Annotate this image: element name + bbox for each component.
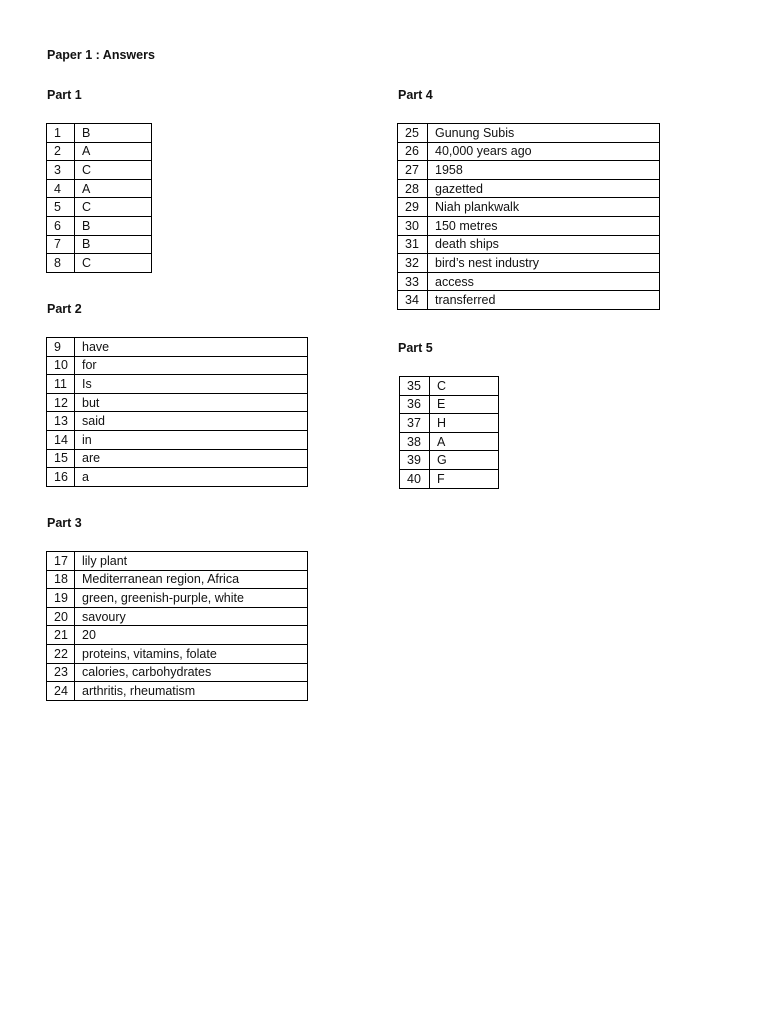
answer-text: F [430,469,499,488]
answer-row [47,430,308,449]
answer-text: are [75,449,308,468]
question-number: 22 [47,644,75,663]
question-number: 21 [47,626,75,645]
answer-text: have [75,338,308,357]
question-number: 38 [400,432,430,451]
answer-text: B [75,216,152,235]
question-number: 5 [47,198,75,217]
answer-text: B [75,124,152,143]
part-5-answer-table [399,376,499,489]
question-number: 24 [47,682,75,701]
answer-text: A [75,142,152,161]
question-number: 39 [400,451,430,470]
question-number: 12 [47,393,75,412]
part-3-heading: Part 3 [47,516,82,530]
answer-row [398,198,660,217]
answer-text: calories, carbohydrates [75,663,308,682]
question-number: 32 [398,254,428,273]
answer-row [400,451,499,470]
answer-text: Mediterranean region, Africa [75,570,308,589]
part-2-answer-table [46,337,308,487]
question-number: 11 [47,375,75,394]
answer-text: lily plant [75,552,308,571]
answer-text: G [430,451,499,470]
answer-text: E [430,395,499,414]
answer-row [47,338,308,357]
part-1-answer-table [46,123,152,273]
answer-text: but [75,393,308,412]
answer-row [47,254,152,273]
answer-text: savoury [75,607,308,626]
part-3-answer-table [46,551,308,701]
question-number: 27 [398,161,428,180]
answer-row [47,644,308,663]
question-number: 35 [400,377,430,396]
question-number: 26 [398,142,428,161]
answer-text: Is [75,375,308,394]
answer-text: B [75,235,152,254]
answer-row [47,552,308,571]
answer-row [398,179,660,198]
answer-row [400,469,499,488]
answer-text: proteins, vitamins, folate [75,644,308,663]
answer-text: green, greenish-purple, white [75,589,308,608]
answer-text: C [75,254,152,273]
answer-text: arthritis, rheumatism [75,682,308,701]
question-number: 10 [47,356,75,375]
part-1-heading: Part 1 [47,88,82,102]
answer-text: Gunung Subis [428,124,660,143]
answer-row [47,607,308,626]
question-number: 29 [398,198,428,217]
answer-text: Niah plankwalk [428,198,660,217]
answer-text: said [75,412,308,431]
answer-row [47,375,308,394]
answer-row [47,663,308,682]
answer-row [47,449,308,468]
question-number: 4 [47,179,75,198]
part-4-heading: Part 4 [398,88,433,102]
answer-text: C [75,198,152,217]
answer-text: C [430,377,499,396]
answer-row [398,216,660,235]
answer-row [47,124,152,143]
answer-text: A [75,179,152,198]
part-5-heading: Part 5 [398,341,433,355]
answer-text: a [75,468,308,487]
answer-row [47,161,152,180]
question-number: 23 [47,663,75,682]
answer-row [47,589,308,608]
answer-row [47,356,308,375]
answer-text: 1958 [428,161,660,180]
answer-row [398,235,660,254]
question-number: 36 [400,395,430,414]
answer-row [47,682,308,701]
answer-row [400,377,499,396]
answer-text: access [428,272,660,291]
answer-row [47,626,308,645]
question-number: 28 [398,179,428,198]
answer-text: 40,000 years ago [428,142,660,161]
answer-row [398,124,660,143]
answer-row [400,414,499,433]
answer-row [47,216,152,235]
answer-text: 20 [75,626,308,645]
question-number: 3 [47,161,75,180]
answer-text: C [75,161,152,180]
question-number: 30 [398,216,428,235]
answer-row [398,291,660,310]
question-number: 34 [398,291,428,310]
answer-row [398,254,660,273]
question-number: 18 [47,570,75,589]
question-number: 8 [47,254,75,273]
answer-row [400,395,499,414]
answer-row [47,570,308,589]
question-number: 15 [47,449,75,468]
question-number: 14 [47,430,75,449]
question-number: 16 [47,468,75,487]
answer-text: gazetted [428,179,660,198]
question-number: 33 [398,272,428,291]
question-number: 9 [47,338,75,357]
question-number: 17 [47,552,75,571]
question-number: 20 [47,607,75,626]
answer-text: in [75,430,308,449]
question-number: 6 [47,216,75,235]
question-number: 1 [47,124,75,143]
answer-text: H [430,414,499,433]
answer-row [47,468,308,487]
answer-row [398,272,660,291]
answer-row [47,198,152,217]
part-2-heading: Part 2 [47,302,82,316]
answer-text: 150 metres [428,216,660,235]
question-number: 2 [47,142,75,161]
answer-row [398,161,660,180]
answer-row [400,432,499,451]
answer-text: death ships [428,235,660,254]
page-title: Paper 1 : Answers [47,48,155,62]
question-number: 25 [398,124,428,143]
answer-text: A [430,432,499,451]
answer-text: bird’s nest industry [428,254,660,273]
question-number: 31 [398,235,428,254]
answer-row [47,235,152,254]
answer-row [398,142,660,161]
answer-text: transferred [428,291,660,310]
answer-text: for [75,356,308,375]
answer-row [47,412,308,431]
question-number: 13 [47,412,75,431]
question-number: 40 [400,469,430,488]
question-number: 19 [47,589,75,608]
answer-row [47,393,308,412]
answer-row [47,142,152,161]
answer-row [47,179,152,198]
part-4-answer-table [397,123,660,310]
question-number: 37 [400,414,430,433]
question-number: 7 [47,235,75,254]
